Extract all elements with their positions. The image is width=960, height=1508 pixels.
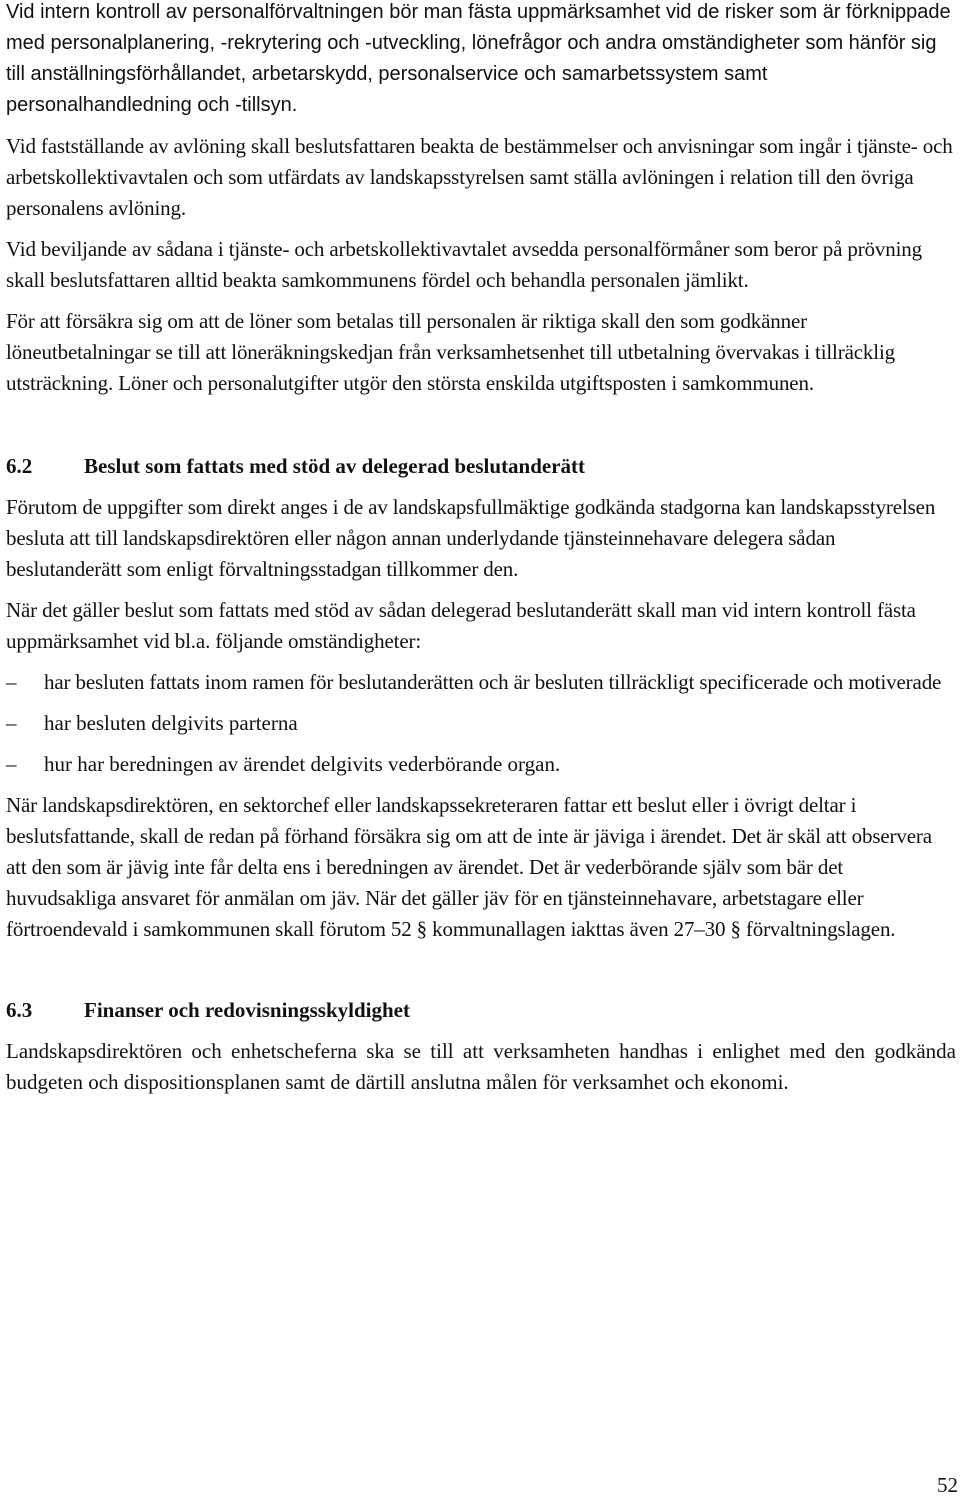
paragraph-salary-determination: Vid fastställande av avlöning skall beslutsfattaren beakta de bestämmelser och anvisningar som ingår i tjänste- och arbetskollektivavtalen och som utfärdats av landskapsstyrelsen samt ställa avlöningen i relation till den övriga personalens avlöning. — [6, 134, 953, 220]
paragraph-disqualification: När landskapsdirektören, en sektorchef eller landskapssekreteraren fattar ett beslut eller i övrigt deltar i beslutsfattande, skall de redan på förhand försäkra sig om att de inte är jäviga i ärendet. Det är skäl att observera att den som är jävig inte får delta ens i beredningen av ärendet. Det är vederbörande själv som bär det huvudsakliga ansvaret för anmälan om jäv. När det gäller jäv för en tjänsteinnehavare, arbetstagare eller förtroendevald i samkommunen skall förutom 52 § kommunallagen iakttas även 27–30 § förvaltningslagen. — [6, 793, 932, 941]
section-title: Finanser och redovisningsskyldighet — [84, 998, 410, 1022]
paragraph-delegated-decisions: När det gäller beslut som fattats med stöd av sådan delegerad beslutanderätt skall man vid intern kontroll fästa uppmärksamhet vid bl.a. följande omständigheter: — [6, 598, 916, 653]
section-heading-6-3 — [0, 995, 960, 1026]
paragraph-finances: Landskapsdirektören och enhetscheferna ska se till att verksamheten handhas i enlighet med den godkända budgeten och dispositionsplanen samt de därtill anslutna målen för verksamhet och ekonomi. — [6, 1039, 956, 1094]
list-item — [0, 667, 956, 698]
paragraph-delegation: Förutom de uppgifter som direkt anges i de av landskapsfullmäktige godkända stadgorna kan landskapsstyrelsen besluta att till landskapsdirektören eller någon annan underlydande tjänsteinnehavare delegera sådan beslutanderätt som enligt förvaltningsstadgan tillkommer den. — [6, 495, 936, 581]
dash-bullet: – — [6, 711, 17, 735]
section-number: 6.2 — [6, 454, 33, 478]
section-title: Beslut som fattats med stöd av delegerad beslutanderätt — [84, 454, 586, 478]
list-item-text: har besluten fattats inom ramen för beslutanderätten och är besluten tillräckligt specificerade och motiverade — [44, 670, 942, 694]
paragraph-personnel-control: Vid intern kontroll av personalförvaltningen bör man fästa uppmärksamhet vid de risker som är förknippade med personalplanering, -rekrytering och -utveckling, lönefrågor och andra omständigheter som hänför sig till anställningsförhållandet, arbetarskydd, personalservice och samarbetssystem samt personalhandledning och -tillsyn. — [6, 1, 951, 116]
paragraph-payroll-verification: För att försäkra sig om att de löner som betalas till personalen är riktiga skall den som godkänner löneutbetalningar se till att löneräkningskedjan från verksamhetsenhet till utbetalning övervakas i tillräcklig utsträckning. Löner och personalutgifter utgör den största enskilda utgiftsposten i samkommunen. — [6, 309, 895, 395]
dash-bullet: – — [6, 752, 17, 776]
list-item-text: hur har beredningen av ärendet delgivits vederbörande organ. — [44, 752, 561, 776]
paragraph-personnel-benefits: Vid beviljande av sådana i tjänste- och arbetskollektivavtalet avsedda personalförmåner som beror på prövning skall beslutsfattaren alltid beakta samkommunens fördel och behandla personalen jämlikt. — [6, 237, 922, 292]
list-item — [0, 749, 956, 780]
section-heading-6-2 — [0, 451, 960, 482]
list-item-text: har besluten delgivits parterna — [44, 711, 298, 735]
section-number: 6.3 — [6, 998, 33, 1022]
dash-bullet: – — [6, 670, 17, 694]
list-item — [0, 708, 956, 739]
page-number: 52 — [937, 1473, 958, 1497]
